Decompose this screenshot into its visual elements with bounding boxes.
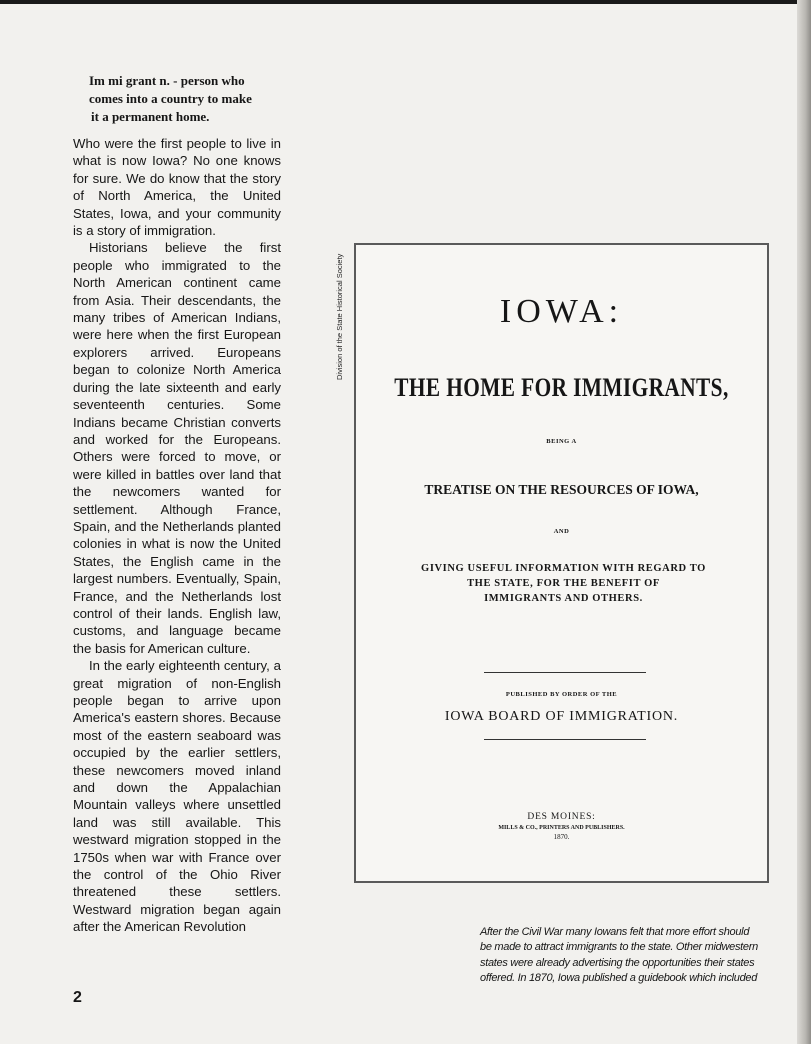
book-being-a: BEING A bbox=[546, 438, 577, 445]
book-published-by: PUBLISHED BY ORDER OF THE bbox=[505, 691, 618, 698]
book-giving-line-1: GIVING USEFUL INFORMATION WITH REGARD TO bbox=[421, 563, 706, 574]
page-top-edge bbox=[0, 0, 811, 4]
definition-line-3: it a permanent home. bbox=[91, 109, 210, 124]
caption-line-2: be made to attract immigrants to the state. Other midwestern bbox=[480, 941, 758, 954]
image-credit-text: Division of the State Historical Society bbox=[335, 253, 344, 380]
body-paragraph-2: Historians believe the first people who immigrated to the North American continent came from Asia. Their descendants, the many tribes of American Indians, were here when the first European explorers arrived. Europeans began to colonize North America during the late sixteenth and early seventeenth centuries. Some Indians became Christian converts and worked for the Europeans. Others were forced to move, or were killed in battles over land that the newcomers wanted for settlement. Although France, Spain, and the Netherlands planted colonies in what is now the United States, the English came in the largest numbers. Eventually, Spain, France, and the Netherlands lost control of their lands. English law, customs, and language became the basis for American culture. bbox=[73, 240, 281, 656]
definition-line-2: comes into a country to make bbox=[89, 91, 252, 106]
book-city: DES MOINES: bbox=[527, 812, 596, 822]
body-paragraph-1: Who were the first people to live in what is now Iowa? No one knows for sure. We do know that the story of North America, the United States, Iowa, and your community is a story of immigration. bbox=[73, 136, 281, 239]
book-title: IOWA: bbox=[499, 293, 624, 330]
book-giving-line-3: IMMIGRANTS AND OTHERS. bbox=[484, 593, 643, 604]
page-binding-edge bbox=[797, 0, 811, 1044]
book-and: AND bbox=[553, 528, 570, 535]
body-paragraph-3: In the early eighteenth century, a great migration of non-English people began to arrive upon America's eastern shores. Because most of the eastern seaboard was occupied by the earlier settlers, these newcomers moved inland and down the Appalachian Mountain valleys where unsettled land was still available. This westward migration stopped in the 1750s when war with France over the control of the Ohio River threatened these settlers. Westward migration began again after the American Revolution bbox=[73, 658, 281, 935]
caption-line-1: After the Civil War many Iowans felt that more effort should bbox=[480, 926, 750, 938]
book-subtitle: THE HOME FOR IMMIGRANTS, bbox=[394, 373, 729, 402]
book-rule-lower bbox=[484, 739, 646, 740]
image-caption bbox=[480, 925, 800, 987]
image-credit bbox=[335, 245, 349, 380]
book-giving-line-2: THE STATE, FOR THE BENEFIT OF bbox=[467, 578, 660, 589]
book-title-page bbox=[354, 243, 769, 883]
page-number: 2 bbox=[73, 989, 82, 1006]
book-giving-text bbox=[386, 561, 741, 606]
body-text-column bbox=[73, 135, 281, 936]
book-rule-upper bbox=[484, 672, 646, 673]
book-board: IOWA BOARD OF IMMIGRATION. bbox=[444, 709, 679, 724]
caption-line-3: states were already advertising the opportunities their states bbox=[480, 956, 755, 969]
book-printers: MILLS & CO., PRINTERS AND PUBLISHERS. bbox=[498, 825, 625, 831]
immigrant-definition bbox=[89, 72, 289, 126]
definition-line-1: Im mi grant n. - person who bbox=[89, 73, 245, 88]
book-treatise: TREATISE ON THE RESOURCES OF IOWA, bbox=[424, 482, 699, 497]
book-year: 1870. bbox=[553, 833, 570, 841]
caption-line-4: offered. In 1870, Iowa published a guidebook which included bbox=[480, 972, 758, 985]
